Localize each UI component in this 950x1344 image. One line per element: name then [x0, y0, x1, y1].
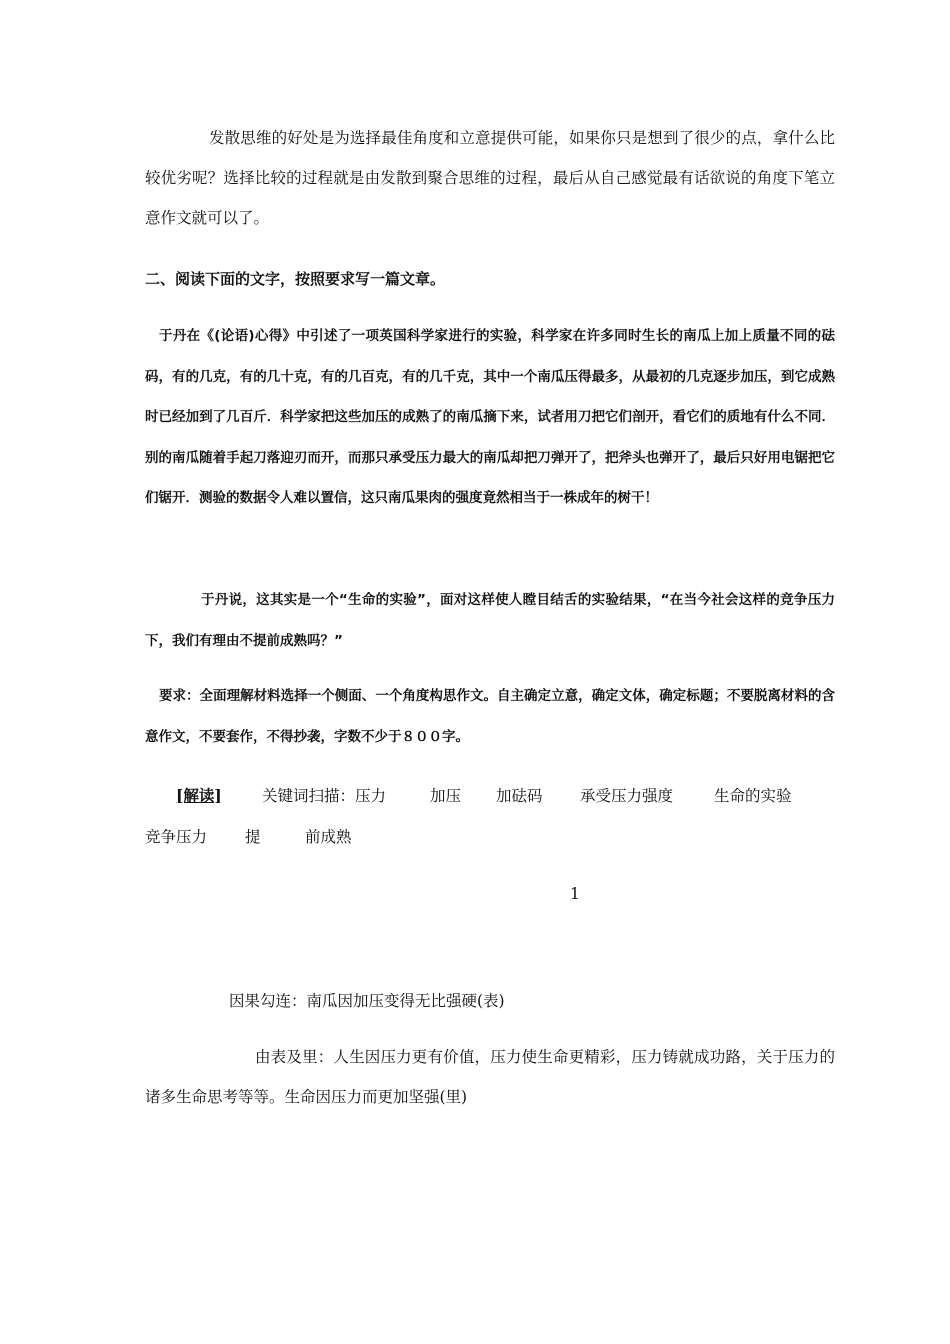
keyword-shengming: 生命的实验	[714, 787, 792, 805]
keyword-jiafama: 加砝码	[496, 787, 543, 805]
keyword-jingzheng: 竞争压力	[145, 828, 208, 846]
material-paragraph-yudan: 于丹说，这其实是一个“生命的实验”，面对这样使人瞠目结舌的实验结果，“在当今社会这样的竞争压力下，我们有理由不提前成熟吗？”	[145, 592, 835, 649]
requirement-paragraph: 要求：全面理解材料选择一个侧面、一个角度构思作文。自主确定立意，确定文体，确定标题；不要脱离材料的含意作文，不要套作，不得抄袭，字数不少于８００字。	[145, 688, 835, 745]
keyword-qianchengshu: 前成熟	[305, 828, 352, 846]
jiedu-label: [解读]	[176, 786, 222, 805]
keyword-scan-label: 关键词扫描：压力	[262, 787, 387, 805]
keyword-chengshou: 承受压力强度	[580, 787, 674, 805]
keyword-jiaya: 加压	[430, 787, 462, 805]
keyword-ti: 提	[245, 828, 261, 846]
material-paragraph-pumpkin: 于丹在《(论语)心得》中引述了一项英国科学家进行的实验，科学家在许多同时生长的南瓜上加上质量不同的砝码，有的几克，有的几十克，有的几百克，有的几千克，其中一个南瓜压得最多，从最初的几克逐步加压，到它成熟时已经加到了几百斤．科学家把这些加压的成熟了的南瓜摘下来，试者用刀把它们剖开，看它们的质地有什么不同．别的南瓜随着手起刀落迎刃而开，而那只承受压力最大的南瓜却把刀弹开了，把斧头也弹开了，最后只好用电锯把它们锯开．测验的数据令人难以置信，这只南瓜果肉的强度竟然相当于一株成年的树干！	[145, 328, 835, 506]
page-number: 1	[570, 885, 580, 903]
cause-effect-line: 因果勾连：南瓜因加压变得无比强硬(表)	[229, 992, 505, 1010]
section-heading-2: 二、阅读下面的文字，按照要求写一篇文章。	[145, 270, 446, 288]
surface-inner-paragraph: 由表及里：人生因压力更有价值，压力使生命更精彩，压力铸就成功路，关于压力的诸多生命思考等等。生命因压力而更加坚强(里)	[145, 1048, 835, 1106]
paragraph-divergent-thinking: 发散思维的好处是为选择最佳角度和立意提供可能，如果你只是想到了很少的点，拿什么比较优劣呢？选择比较的过程就是由发散到聚合思维的过程，最后从自己感觉最有话欲说的角度下笔立意作文就可以了。	[145, 129, 835, 227]
